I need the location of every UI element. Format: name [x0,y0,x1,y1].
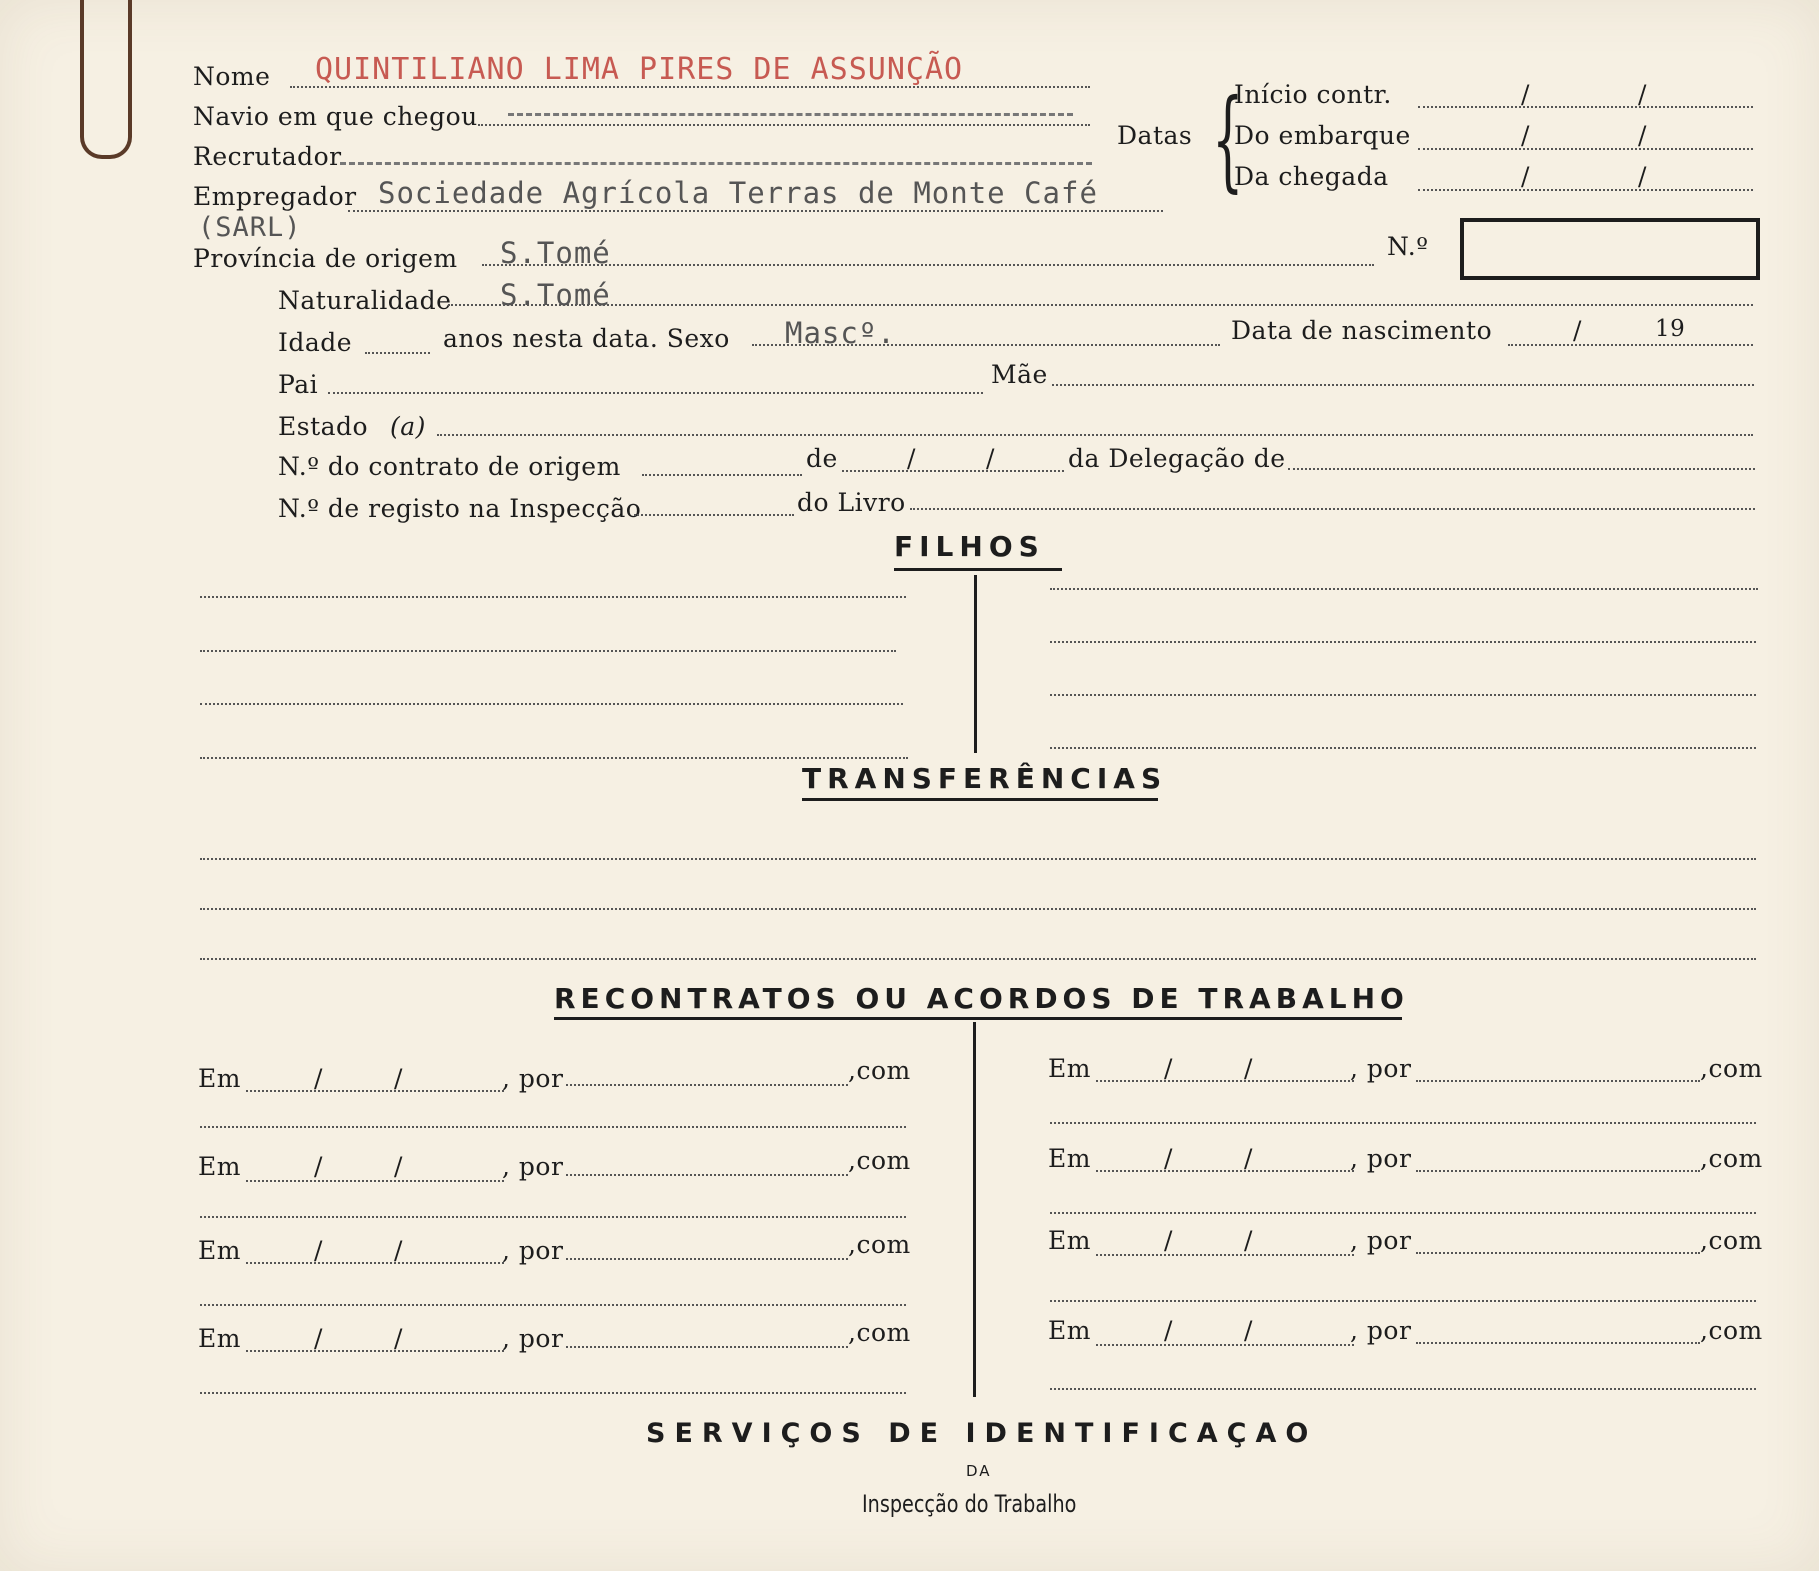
em-date-line [246,1090,504,1092]
footer-da: DA [966,1462,992,1480]
empregador-value: Sociedade Agrícola Terras de Monte Café [378,176,1098,210]
em-date-line [246,1180,504,1182]
datas-embarque-sep-2: / [1638,121,1647,150]
footer-subtitle: Inspecção do Trabalho [862,1490,1077,1518]
filhos-right-line-4 [1050,747,1756,749]
nome-label: Nome [193,62,271,91]
mae-label: Mãe [991,360,1048,389]
nascimento-label: Data de nascimento [1231,316,1493,345]
datas-embarque-sep-1: / [1521,121,1530,150]
date-sep-2: / [1244,1316,1253,1345]
livro-label: do Livro [797,488,906,517]
em-date-line [1096,1080,1354,1082]
nascimento-year-prefix: 19 [1655,316,1686,342]
em-date-line [1096,1344,1354,1346]
nascimento-line [1508,344,1753,346]
filhos-left-line-1 [200,596,906,598]
datas-embarque-line [1418,148,1753,150]
continuation-line [200,1216,906,1218]
brace-icon: { [1212,75,1244,203]
continuation-line [200,1392,906,1394]
datas-chegada-sep-1: / [1521,162,1530,191]
naturalidade-value: S.Tomé [500,278,611,312]
por-line [1416,1342,1700,1344]
anos-sexo-label: anos nesta data. Sexo [443,324,730,353]
date-sep-1: / [1164,1226,1173,1255]
empregador-label: Empregador [193,182,357,211]
date-sep-2: / [394,1152,403,1181]
em-label: Em [1048,1316,1091,1345]
date-sep-2: / [394,1064,403,1093]
filhos-left-line-2 [200,650,896,652]
datas-chegada-sep-2: / [1638,162,1647,191]
pai-line [328,392,983,394]
recontratos-underline [554,1017,1402,1020]
footer-title: SERVIÇOS DE IDENTIFICAÇAO [646,1418,1318,1449]
numero-box [1460,218,1760,280]
transferencias-line-1 [200,858,1756,860]
continuation-line [1050,1388,1756,1390]
recontratos-divider [973,1022,976,1397]
datas-embarque-label: Do embarque [1234,121,1411,150]
estado-label: Estado [278,412,369,441]
contrato-de-label: de [806,444,838,473]
transferencias-line-3 [200,958,1756,960]
transferencias-underline [802,798,1158,801]
date-sep-2: / [1244,1226,1253,1255]
com-label: ,com [848,1056,911,1085]
por-label: , por [1350,1144,1412,1173]
por-line [566,1258,848,1260]
filhos-divider [974,575,977,753]
date-sep-1: / [1164,1144,1173,1173]
filhos-left-line-4 [200,757,908,759]
naturalidade-label: Naturalidade [278,286,452,315]
provincia-label: Província de origem [193,244,458,273]
filhos-right-line-2 [1050,641,1756,643]
date-sep-1: / [314,1324,323,1353]
numero-label: N.º [1387,232,1429,261]
em-label: Em [1048,1226,1091,1255]
com-label: ,com [848,1146,911,1175]
em-date-line [246,1262,504,1264]
sexo-value: Mascº. [785,316,896,350]
por-label: , por [502,1236,564,1265]
datas-inicio-line [1418,106,1753,108]
date-sep-2: / [1244,1054,1253,1083]
datas-chegada-label: Da chegada [1234,162,1389,191]
por-label: , por [502,1152,564,1181]
date-sep-2: / [394,1324,403,1353]
continuation-line [200,1126,906,1128]
com-label: ,com [848,1230,911,1259]
transferencias-heading: TRANSFERÊNCIAS [802,762,1168,795]
por-label: , por [502,1324,564,1353]
filhos-heading: FILHOS [894,530,1045,563]
em-label: Em [198,1064,241,1093]
filhos-underline [894,568,1062,571]
com-label: ,com [848,1318,911,1347]
date-sep-1: / [1164,1054,1173,1083]
com-label: ,com [1700,1316,1763,1345]
por-line [566,1346,848,1348]
mae-line [1052,384,1754,386]
delegacao-line [1288,468,1755,470]
date-sep-1: / [314,1236,323,1265]
datas-inicio-sep-1: / [1521,80,1530,109]
com-label: ,com [1700,1144,1763,1173]
empregador-value-cont: (SARL) [198,212,302,243]
por-line [1416,1252,1700,1254]
navio-label: Navio em que chegou [193,102,478,131]
em-date-line [1096,1170,1354,1172]
registo-line [634,514,794,516]
datas-inicio-label: Início contr. [1234,80,1392,109]
navio-dots [478,124,1090,126]
nascimento-sep: / [1573,316,1582,345]
em-label: Em [1048,1054,1091,1083]
por-label: , por [502,1064,564,1093]
em-date-line [1096,1254,1354,1256]
continuation-line [1050,1122,1756,1124]
filhos-left-line-3 [200,703,903,705]
contrato-line [642,474,802,476]
idade-line [365,352,430,354]
em-label: Em [1048,1144,1091,1173]
por-label: , por [1350,1226,1412,1255]
por-line [566,1174,848,1176]
empregador-line [348,210,1163,212]
contrato-date-line [842,470,1064,472]
date-sep-1: / [1164,1316,1173,1345]
paper-clip-icon [80,0,132,159]
em-label: Em [198,1152,241,1181]
filhos-right-line-3 [1050,694,1756,696]
navio-line [508,113,1073,116]
contrato-label: N.º do contrato de origem [278,452,621,481]
por-label: , por [1350,1054,1412,1083]
contrato-sep-2: / [986,444,995,473]
provincia-line [482,264,1374,266]
continuation-line [1050,1300,1756,1302]
transferencias-line-2 [200,908,1756,910]
date-sep-2: / [394,1236,403,1265]
idade-label: Idade [278,328,353,357]
livro-line [910,508,1755,510]
pai-label: Pai [278,370,319,399]
date-sep-1: / [314,1064,323,1093]
provincia-value: S.Tomé [500,236,611,270]
estado-note: (a) [390,412,426,441]
naturalidade-line [448,304,1753,306]
por-line [1416,1080,1700,1082]
estado-line [437,434,1753,436]
por-label: , por [1350,1316,1412,1345]
recontratos-heading: RECONTRATOS OU ACORDOS DE TRABALHO [554,982,1409,1015]
com-label: ,com [1700,1226,1763,1255]
datas-inicio-sep-2: / [1638,80,1647,109]
datas-label: Datas [1117,121,1193,150]
date-sep-2: / [1244,1144,1253,1173]
em-date-line [246,1350,504,1352]
recrutador-label: Recrutador [193,142,342,171]
nome-value: QUINTILIANO LIMA PIRES DE ASSUNÇÃO [315,52,964,87]
em-label: Em [198,1324,241,1353]
registo-label: N.º de registo na Inspecção [278,494,642,523]
delegacao-label: da Delegação de [1068,444,1286,473]
filhos-right-line-1 [1050,588,1758,590]
recrutador-line [340,162,1092,165]
com-label: ,com [1700,1054,1763,1083]
continuation-line [200,1304,906,1306]
contrato-sep-1: / [907,444,916,473]
por-line [1416,1170,1700,1172]
continuation-line [1050,1212,1756,1214]
em-label: Em [198,1236,241,1265]
date-sep-1: / [314,1152,323,1181]
datas-chegada-line [1418,189,1753,191]
por-line [566,1084,848,1086]
